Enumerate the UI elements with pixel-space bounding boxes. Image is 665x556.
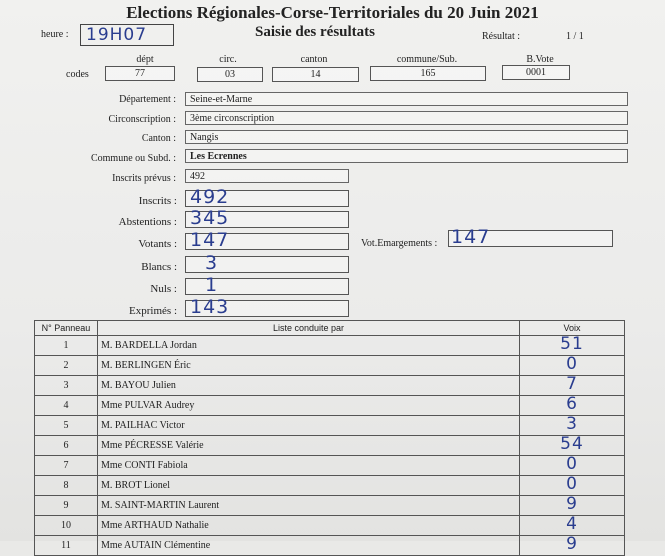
emargements-value: 147 xyxy=(451,226,491,248)
circ-code-label: circ. xyxy=(219,54,237,65)
row-num: 11 xyxy=(35,536,98,556)
blancs-value: 3 xyxy=(205,252,219,274)
row-num: 8 xyxy=(35,476,98,496)
row-name: Mme ARTHAUD Nathalie xyxy=(98,516,520,536)
row-name: M. SAINT-MARTIN Laurent xyxy=(98,496,520,516)
row-name: Mme CONTI Fabiola xyxy=(98,456,520,476)
table-row xyxy=(35,356,625,376)
exprimes-value: 143 xyxy=(190,296,230,318)
row-voix: 0 xyxy=(566,474,578,494)
row-voix-field[interactable] xyxy=(520,336,625,356)
table-row xyxy=(35,456,625,476)
table-row xyxy=(35,476,625,496)
row-name: M. PAILHAC Victor xyxy=(98,416,520,436)
codes-label: codes xyxy=(66,69,89,80)
row-num: 6 xyxy=(35,436,98,456)
inscrits-prevus-field[interactable]: 492 xyxy=(185,169,349,183)
row-voix-field[interactable] xyxy=(520,496,625,516)
row-num: 4 xyxy=(35,396,98,416)
nuls-label: Nuls : xyxy=(150,283,177,295)
heure-value: 19H07 xyxy=(86,25,148,45)
row-name: Mme AUTAIN Clémentine xyxy=(98,536,520,556)
dept-code-label: dépt xyxy=(136,54,154,65)
commune-label: Commune ou Subd. : xyxy=(90,153,176,164)
table-row xyxy=(35,536,625,556)
row-voix-field[interactable] xyxy=(520,396,625,416)
row-voix: 0 xyxy=(566,454,578,474)
exprimes-label: Exprimés : xyxy=(129,305,177,317)
row-voix-field[interactable] xyxy=(520,356,625,376)
votants-value: 147 xyxy=(190,229,230,251)
row-voix: 54 xyxy=(560,434,584,454)
row-name: Mme PÉCRESSE Valérie xyxy=(98,436,520,456)
row-voix-field[interactable] xyxy=(520,476,625,496)
row-num: 3 xyxy=(35,376,98,396)
row-num: 10 xyxy=(35,516,98,536)
emargements-label: Vot.Emargements : xyxy=(361,238,438,249)
col-voix-header: Voix xyxy=(520,321,625,336)
dept-code-field[interactable]: 77 xyxy=(105,66,175,81)
inscrits-value: 492 xyxy=(190,186,230,208)
row-voix: 9 xyxy=(566,494,578,514)
commune-code-label: commune/Sub. xyxy=(396,54,458,65)
canton-field[interactable]: Nangis xyxy=(185,130,628,144)
row-voix: 3 xyxy=(566,414,578,434)
row-voix: 9 xyxy=(566,534,578,554)
results-table xyxy=(34,320,625,556)
row-name: M. BERLINGEN Éric xyxy=(98,356,520,376)
table-row xyxy=(35,516,625,536)
form-subtitle: Saisie des résultats xyxy=(255,24,375,40)
table-row xyxy=(35,336,625,356)
abstentions-value: 345 xyxy=(190,207,230,229)
circonscription-field[interactable]: 3ème circonscription xyxy=(185,111,628,125)
resultat-label: Résultat : xyxy=(482,31,521,42)
row-voix-field[interactable] xyxy=(520,416,625,436)
row-voix-field[interactable] xyxy=(520,436,625,456)
commune-field[interactable]: Les Ecrennes xyxy=(185,149,628,163)
col-panneau-header: N° Panneau xyxy=(35,321,98,336)
row-name: M. BARDELLA Jordan xyxy=(98,336,520,356)
departement-field[interactable]: Seine-et-Marne xyxy=(185,92,628,106)
heure-label: heure : xyxy=(41,29,69,40)
row-num: 9 xyxy=(35,496,98,516)
row-voix: 4 xyxy=(566,514,578,534)
row-name: M. BAYOU Julien xyxy=(98,376,520,396)
resultat-value: 1 / 1 xyxy=(566,31,584,42)
form-title: Elections Régionales-Corse-Territoriales du 20 Juin 2021 xyxy=(126,3,539,22)
row-voix-field[interactable] xyxy=(520,516,625,536)
circonscription-label: Circonscription : xyxy=(108,114,176,125)
circ-code-field[interactable]: 03 xyxy=(197,67,263,82)
row-voix: 0 xyxy=(566,354,578,374)
col-liste-header: Liste conduite par xyxy=(98,321,520,336)
inscrits-prevus-label: Inscrits prévus : xyxy=(112,173,176,184)
row-voix: 6 xyxy=(566,394,578,414)
commune-code-field[interactable]: 165 xyxy=(370,66,486,81)
row-num: 7 xyxy=(35,456,98,476)
row-name: M. BROT Lionel xyxy=(98,476,520,496)
inscrits-label: Inscrits : xyxy=(138,195,177,207)
blancs-label: Blancs : xyxy=(141,261,177,273)
canton-code-label: canton xyxy=(300,54,328,65)
bvote-code-field[interactable]: 0001 xyxy=(502,65,570,80)
row-name: Mme PULVAR Audrey xyxy=(98,396,520,416)
row-num: 1 xyxy=(35,336,98,356)
table-row xyxy=(35,416,625,436)
row-voix: 7 xyxy=(566,374,578,394)
row-voix-field[interactable] xyxy=(520,456,625,476)
row-voix-field[interactable] xyxy=(520,536,625,556)
table-row xyxy=(35,376,625,396)
table-row xyxy=(35,396,625,416)
row-voix-field[interactable] xyxy=(520,376,625,396)
table-header-row xyxy=(35,321,625,336)
bvote-code-label: B.Vote xyxy=(526,54,554,65)
canton-label: Canton : xyxy=(141,133,176,144)
nuls-value: 1 xyxy=(205,274,219,296)
row-num: 5 xyxy=(35,416,98,436)
abstentions-label: Abstentions : xyxy=(118,216,177,228)
canton-code-field[interactable]: 14 xyxy=(272,67,359,82)
table-row xyxy=(35,496,625,516)
votants-label: Votants : xyxy=(138,238,177,250)
row-num: 2 xyxy=(35,356,98,376)
table-row xyxy=(35,436,625,456)
row-voix: 51 xyxy=(560,334,584,354)
departement-label: Département : xyxy=(119,94,176,105)
